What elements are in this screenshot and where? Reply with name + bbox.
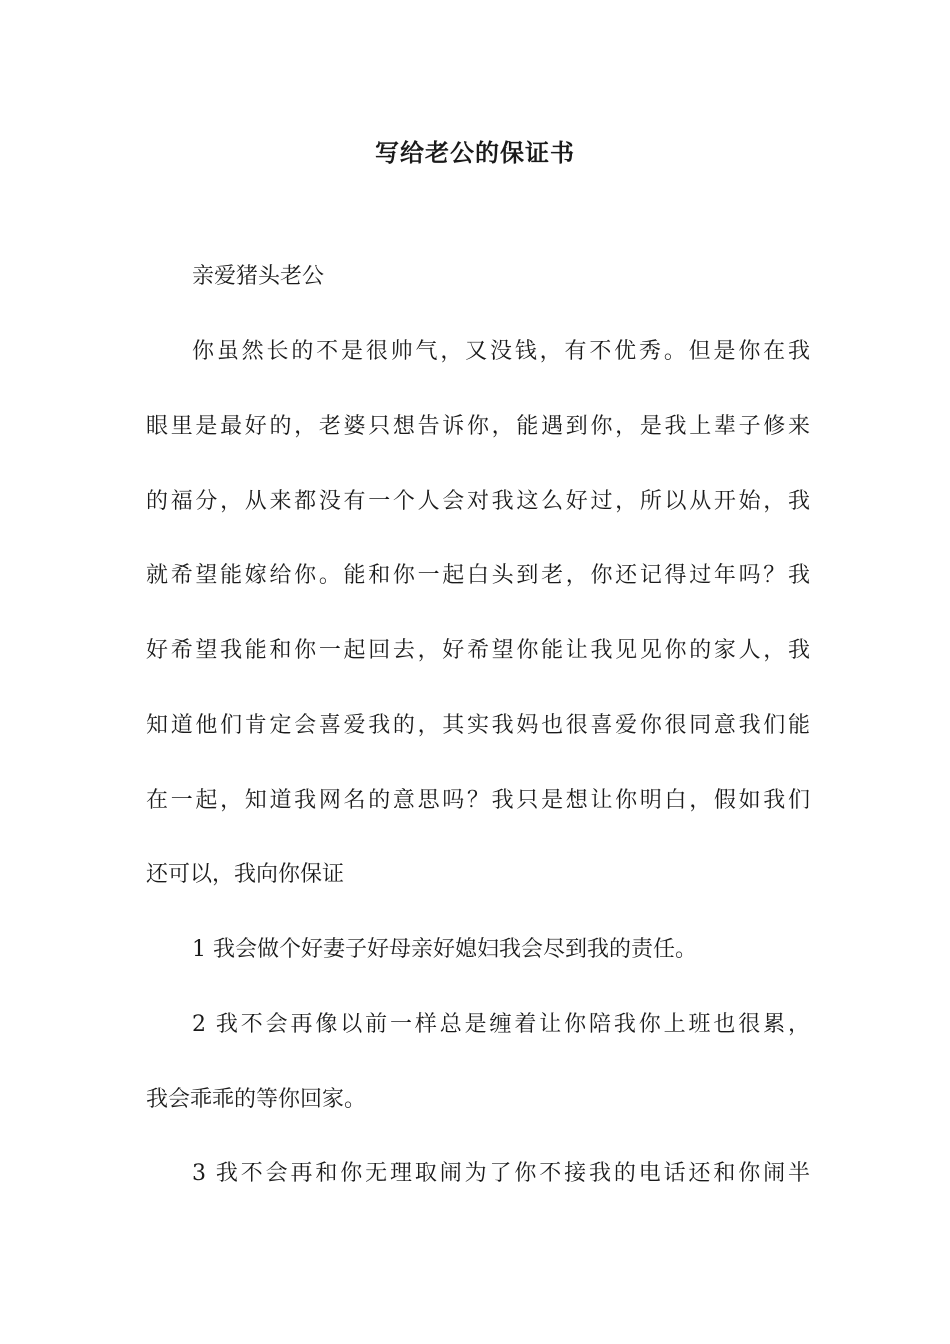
document-title: 写给老公的保证书: [375, 138, 575, 167]
body-line: 眼里是最好的，老婆只想告诉你，能遇到你，是我上辈子修来: [146, 414, 810, 439]
body-line: 还可以，我向你保证: [146, 862, 345, 887]
promise-item-2: 2 我不会再像以前一样总是缠着让你陪我你上班也很累，: [192, 1012, 810, 1037]
body-line: 在一起，知道我网名的意思吗？我只是想让你明白，假如我们: [146, 788, 810, 813]
promise-item-3: 3 我不会再和你无理取闹为了你不接我的电话还和你闹半: [192, 1161, 810, 1186]
body-line: 好希望我能和你一起回去，好希望你能让我见见你的家人，我: [146, 638, 810, 663]
body-line: 的福分，从来都没有一个人会对我这么好过，所以从开始，我: [146, 489, 810, 514]
salutation-line: 亲爱猪头老公: [192, 264, 325, 289]
promise-item-1: 1 我会做个好妻子好母亲好媳妇我会尽到我的责任。: [192, 937, 697, 962]
body-line: 就希望能嫁给你。能和你一起白头到老，你还记得过年吗？我: [146, 563, 810, 588]
body-line: 知道他们肯定会喜爱我的，其实我妈也很喜爱你很同意我们能: [146, 713, 810, 738]
body-line: 你虽然长的不是很帅气，又没钱，有不优秀。但是你在我: [192, 339, 810, 364]
promise-item-2-continued: 我会乖乖的等你回家。: [146, 1087, 367, 1112]
